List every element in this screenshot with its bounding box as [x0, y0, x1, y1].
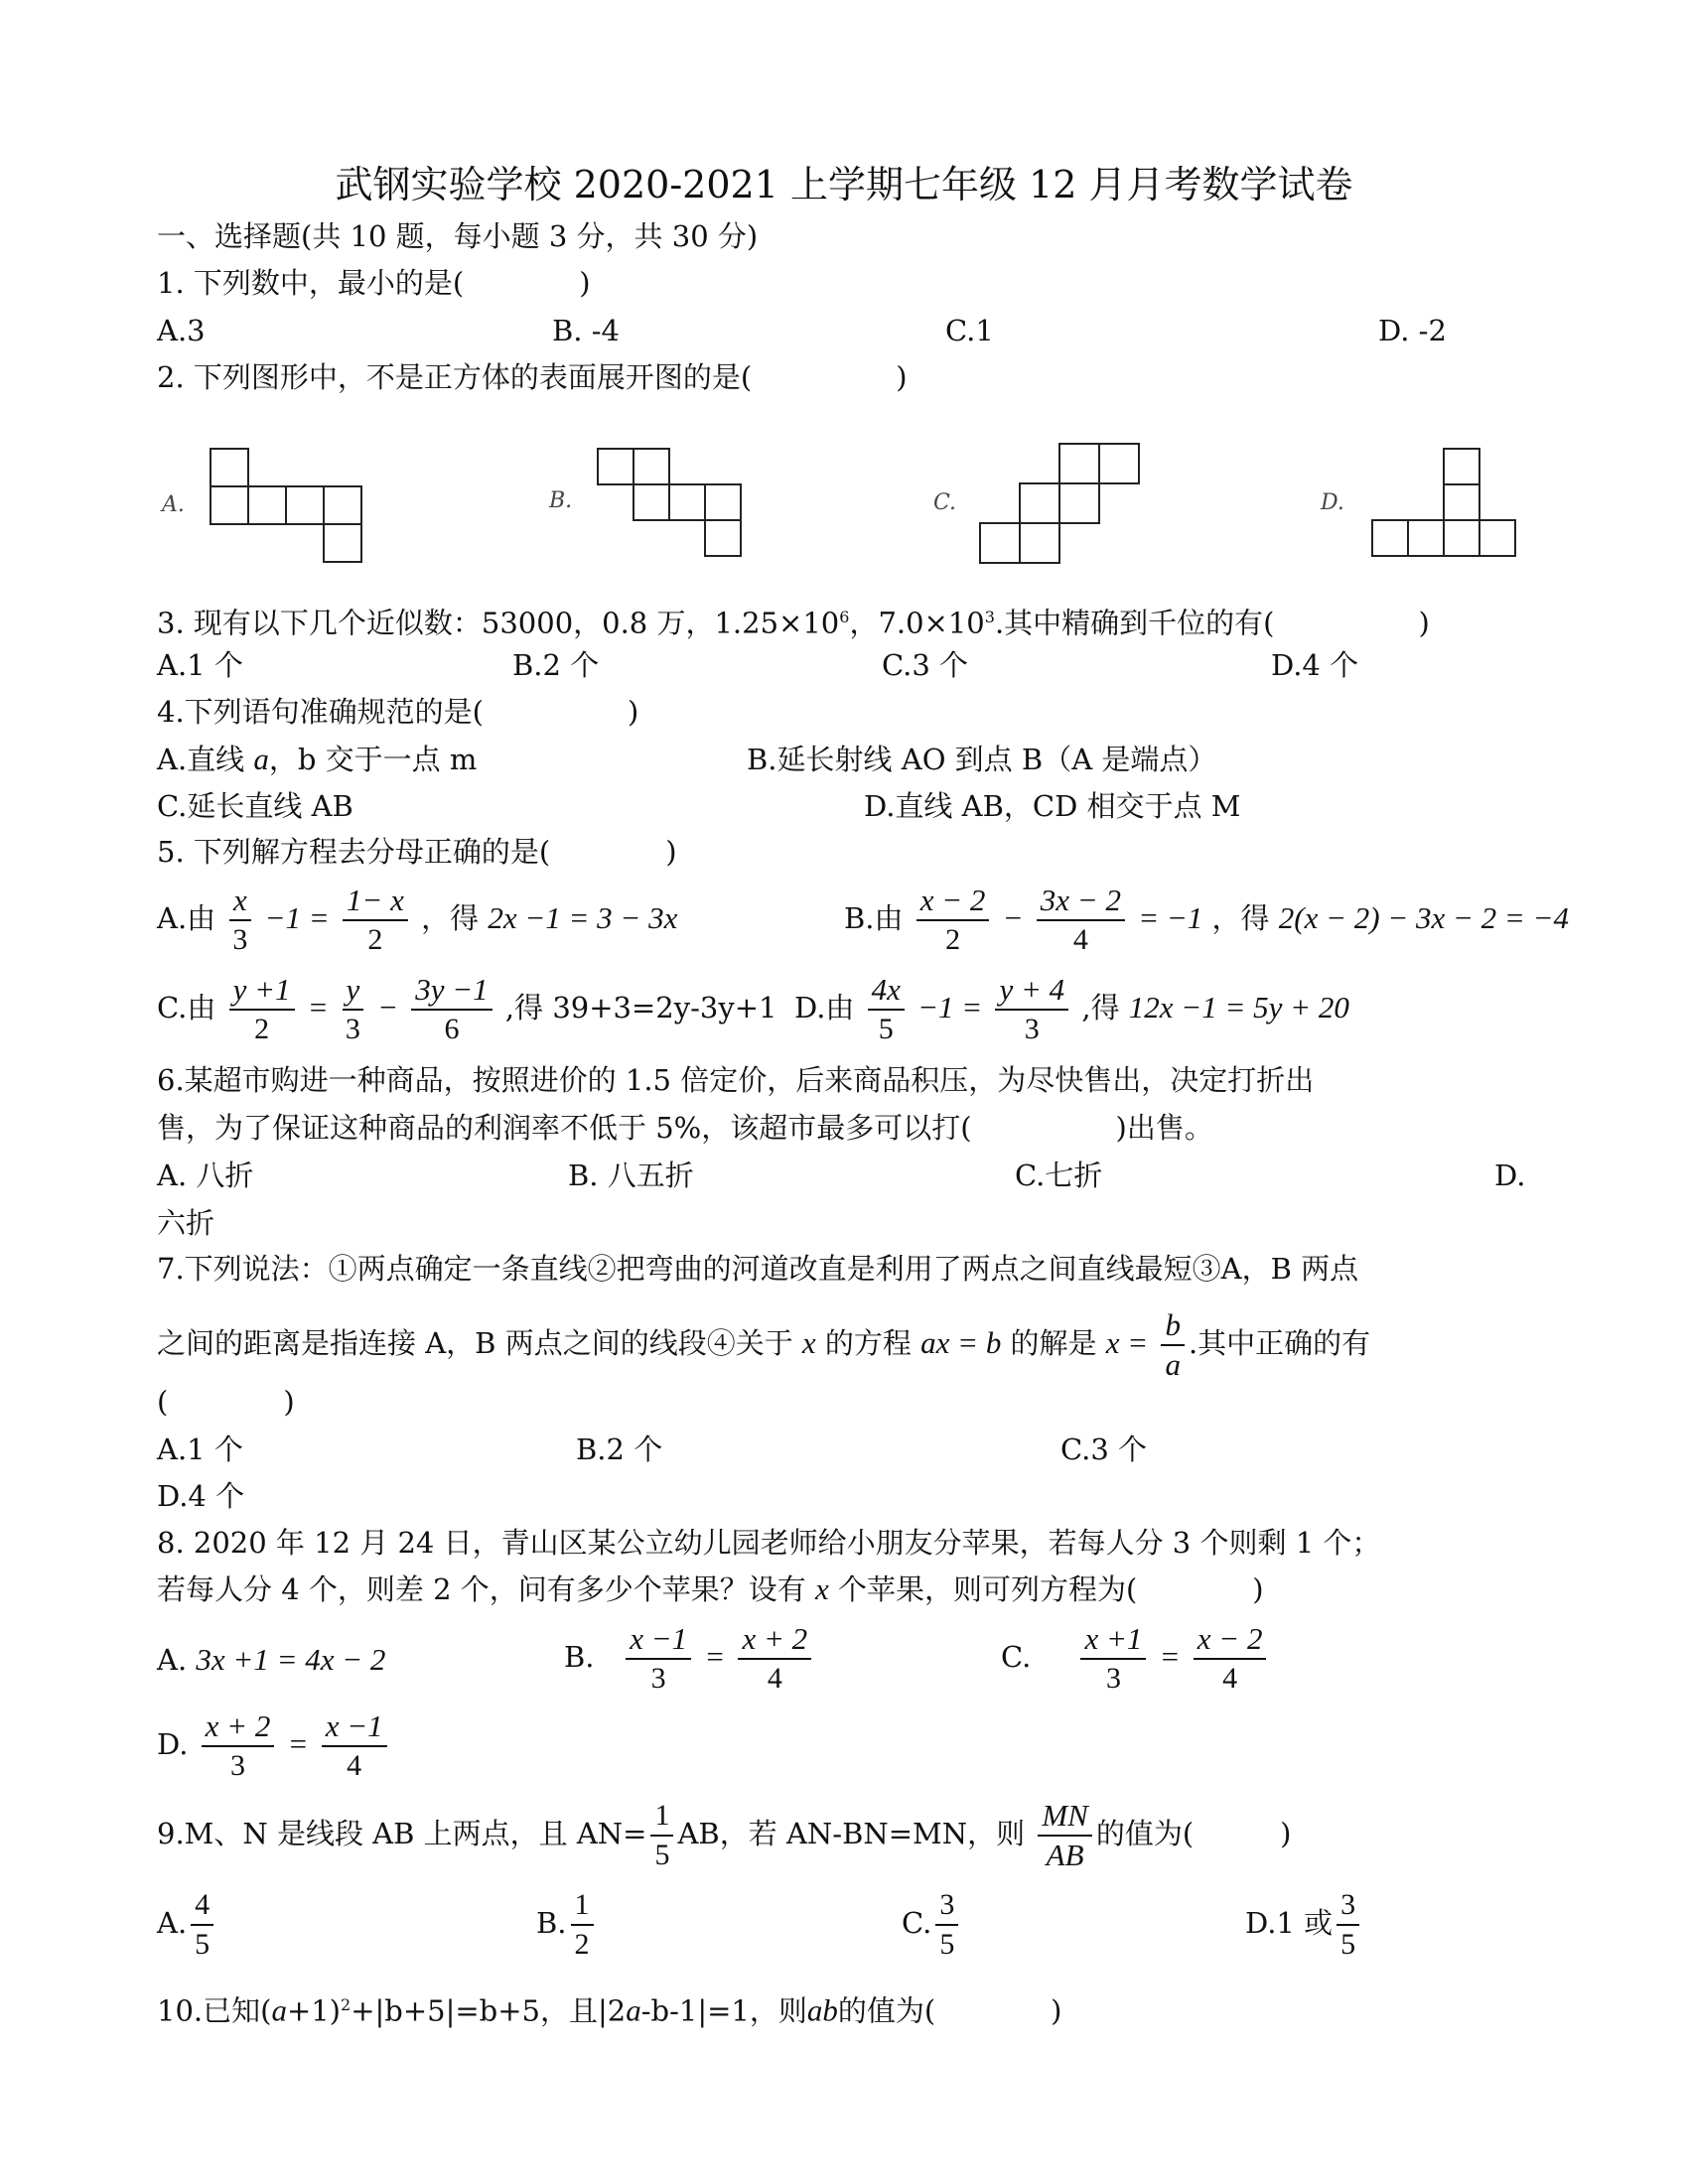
q3-option-b: B.2 个 [512, 648, 600, 682]
net-c-label: C. [933, 490, 957, 515]
q1-option-c: C.1 [945, 314, 994, 347]
q5-option-b: B.由 $\frac{x - 2}{2}$ − $\frac{3x - 2}{4}$ = −1 ，得 2(x − 2) − 3x − 2 = −4 [844, 883, 1570, 956]
question-5-stem: 5. 下列解方程去分母正确的是( ) [157, 835, 677, 869]
q8-option-a: A. 3x +1 = 4x − 2 [157, 1642, 386, 1677]
question-8-line-2: 若每人分 4 个，则差 2 个，问有多少个苹果？设有 x 个苹果，则可列方程为( ) [157, 1571, 1264, 1606]
q8-option-c: C. $\frac{x +1}{3}$ = $\frac{x - 2}{4}$ [1001, 1622, 1270, 1696]
q8-option-b: B. $\frac{x -1}{3}$ = $\frac{x + 2}{4}$ [564, 1622, 815, 1696]
q6-option-d: D. [1494, 1159, 1526, 1192]
q1-option-d: D. -2 [1378, 314, 1447, 347]
q9-option-a: A. $\frac{4}{5}$ [157, 1888, 217, 1962]
question-10-stem: 10.已知$(a+1)^2+|b+5|=b+5$，且|2a-b-1|=1，则ab的值为( ) [157, 1992, 1062, 2028]
cube-net-d [1368, 447, 1517, 561]
q6-option-a: A. 八折 [157, 1159, 254, 1192]
q9-option-c: C. $\frac{3}{5}$ [902, 1888, 962, 1962]
question-6-line-1: 6.某超市购进一种商品，按照进价的 1.5 倍定价，后来商品积压，为尽快售出，决定打折出 [157, 1063, 1315, 1097]
question-9-stem: 9.M、N 是线段 AB 上两点，且 AN= $\frac{1}{5}$ AB，若 AN-BN=MN，则 $\frac{MN}{AB}$ 的值为( ) [157, 1798, 1292, 1872]
cube-net-c [978, 442, 1147, 571]
question-1-stem: 1. 下列数中，最小的是( ) [157, 266, 591, 300]
question-7-line-1: 7.下列说法：①两点确定一条直线②把弯曲的河道改直是利用了两点之间直线最短③A，B 两点 [157, 1252, 1359, 1286]
q7-option-d: D.4 个 [157, 1479, 245, 1513]
question-7-line-3: ( ) [157, 1385, 295, 1419]
question-8-line-1: 8. 2020 年 12 月 24 日，青山区某公立幼儿园老师给小朋友分苹果，若每人分 3 个则剩 1 个； [157, 1526, 1381, 1560]
q8-option-d: D. $\frac{x + 2}{3}$ = $\frac{x -1}{4}$ [157, 1709, 391, 1783]
q5-option-d: D.由 $\frac{4x}{5}$ −1 = $\frac{y + 4}{3}$ ,得 12x −1 = 5y + 20 [794, 972, 1349, 1045]
cube-net-a [209, 447, 367, 568]
q4-option-d: D.直线 AB，CD 相交于点 M [864, 789, 1241, 823]
question-2-stem: 2. 下列图形中，不是正方体的表面展开图的是( ) [157, 360, 908, 394]
q1-option-a: A.3 [157, 314, 206, 347]
q1-option-b: B. -4 [552, 314, 620, 347]
q4-option-a: A.直线 a，b 交于一点 m [157, 742, 478, 776]
q7-option-a: A.1 个 [157, 1433, 243, 1466]
q6-option-d-cont: 六折 [157, 1206, 215, 1240]
question-6-line-2: 售，为了保证这种商品的利润率不低于 5%，该超市最多可以打( )出售。 [157, 1111, 1213, 1145]
question-3-stem: 3. 现有以下几个近似数：53000，0.8 万，$1.25\times 10^6$，$7.0\times 10^3$.其中精确到千位的有( ) [157, 606, 1430, 640]
section-heading: 一、选择题(共 10 题，每小题 3 分，共 30 分) [157, 219, 759, 253]
cube-net-b [596, 447, 755, 568]
net-d-label: D. [1321, 490, 1344, 515]
q9-option-b: B. $\frac{1}{2}$ [536, 1888, 598, 1962]
q9-option-d: D.1 或 $\frac{3}{5}$ [1245, 1888, 1363, 1962]
q5-option-c: C.由 $\frac{y +1}{2}$ = $\frac{y}{3}$ − $\frac{3y -1}{6}$ ,得 39+3=2y-3y+1 [157, 972, 777, 1045]
q5-option-a: A.由 $\frac{x}{3}$ −1 = $\frac{1- x}{2}$ ，得 2x −1 = 3 − 3x [157, 883, 678, 956]
question-7-line-2: 之间的距离是指连接 A，B 两点之间的线段④关于 x 的方程 ax = b 的解是 x = $\frac{b}{a}$ .其中正确的有 [157, 1307, 1371, 1382]
q6-option-c: C.七折 [1015, 1159, 1103, 1192]
q3-option-a: A.1 个 [157, 648, 243, 682]
q3-option-d: D.4 个 [1271, 648, 1359, 682]
q7-option-c: C.3 个 [1060, 1433, 1148, 1466]
q7-option-b: B.2 个 [576, 1433, 663, 1466]
question-4-stem: 4.下列语句准确规范的是( ) [157, 695, 639, 729]
net-b-label: B. [549, 488, 573, 513]
q6-option-b: B. 八五折 [568, 1159, 694, 1192]
net-a-label: A. [162, 492, 185, 517]
page-title: 武钢实验学校 2020-2021 上学期七年级 12 月月考数学试卷 [335, 163, 1353, 206]
q3-option-c: C.3 个 [882, 648, 969, 682]
q4-option-c: C.延长直线 AB [157, 789, 353, 823]
q4-option-b: B.延长射线 AO 到点 B（A 是端点） [747, 743, 1217, 776]
